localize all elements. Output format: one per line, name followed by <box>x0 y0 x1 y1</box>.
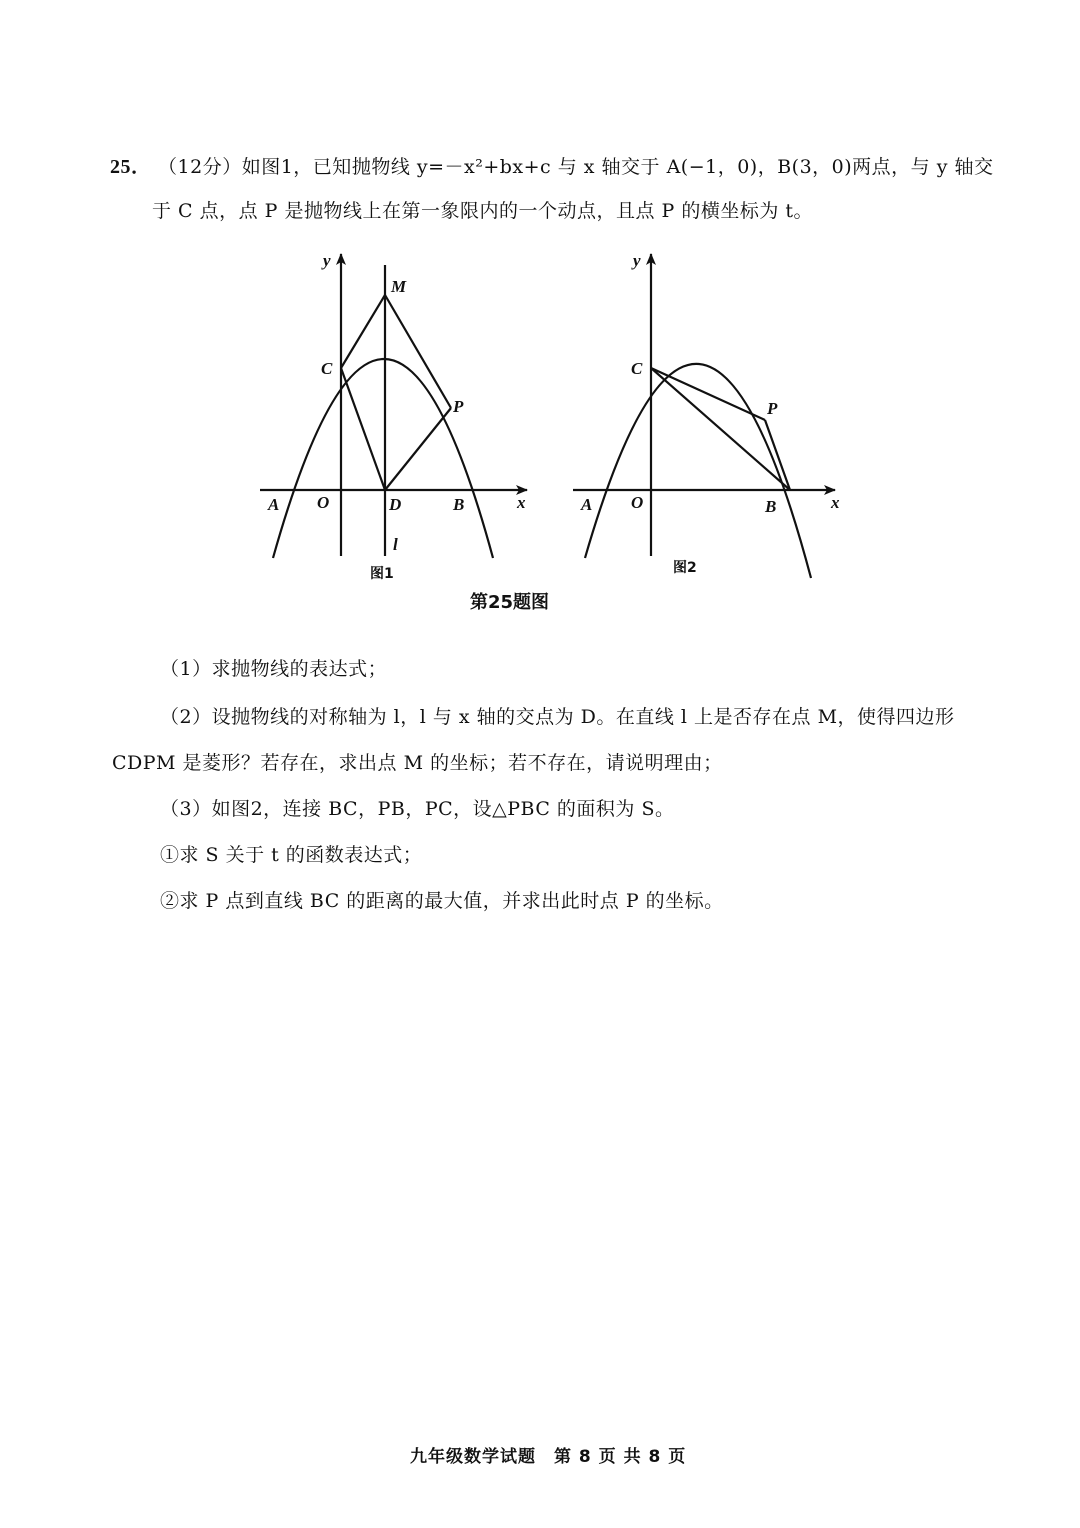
fig2-parabola <box>585 364 811 578</box>
fig2-label-P: P <box>767 399 778 418</box>
page-footer: 九年级数学试题 第 8 页 共 8 页 <box>410 1447 687 1467</box>
fig1-labels <box>267 251 526 582</box>
fig1-label-l: l <box>393 535 398 554</box>
fig2-label-C: C <box>631 359 643 378</box>
fig2-labels <box>580 251 840 576</box>
fig1-label-x: x <box>517 493 526 512</box>
fig1-label-A: A <box>268 495 280 514</box>
fig1-label-D: D <box>389 495 402 514</box>
fig2-label-y: y <box>633 251 641 270</box>
fig1-label-C: C <box>321 359 333 378</box>
fig1-segment-MP <box>385 295 451 408</box>
fig1-label-M: M <box>391 277 407 296</box>
fig1-label-y: y <box>323 251 331 270</box>
problem-text-line2: 于 C 点，点 P 是抛物线上在第一象限内的一个动点，且点 P 的横坐标为 t。 <box>152 200 814 222</box>
figure-2 <box>573 254 835 578</box>
problem-header <box>110 150 994 179</box>
fig1-segment-PD <box>385 408 451 490</box>
question-3-part1: ①求 S 关于 t 的函数表达式； <box>160 844 423 866</box>
fig2-label-A: A <box>581 495 593 514</box>
question-3: （3）如图2，连接 BC，PB，PC，设△PBC 的面积为 S。 <box>160 798 675 820</box>
fig1-segment-DC <box>341 368 385 490</box>
fig2-label-B: B <box>765 497 777 516</box>
fig1-caption: 图1 <box>370 566 394 582</box>
fig1-segment-CM <box>341 295 385 368</box>
fig2-label-O: O <box>631 493 644 512</box>
fig2-caption: 图2 <box>673 560 697 576</box>
fig2-segment-CP <box>651 368 765 420</box>
fig1-label-B: B <box>453 495 465 514</box>
figure-svg <box>255 240 855 590</box>
fig1-parabola <box>273 359 493 558</box>
question-3-part2: ②求 P 点到直线 BC 的距离的最大值，并求出此时点 P 的坐标。 <box>160 890 724 912</box>
question-2-line2: CDPM 是菱形？若存在，求出点 M 的坐标；若不存在，请说明理由； <box>112 752 723 774</box>
figure-panel <box>255 240 855 590</box>
fig2-label-x: x <box>831 493 840 512</box>
fig1-label-O: O <box>317 493 330 512</box>
question-2-line1: （2）设抛物线的对称轴为 l，l 与 x 轴的交点为 D。在直线 l 上是否存在点 M，使得四边形 <box>160 706 955 728</box>
problem-text-line1: （12分）如图1，已知抛物线 y=－x²+bx+c 与 x 轴交于 A(−1，0)，B(3，0)两点，与 y 轴交 <box>158 156 994 178</box>
figure-caption: 第25题图 <box>470 592 550 613</box>
question-1: （1）求抛物线的表达式； <box>160 658 388 680</box>
problem-number: 25． <box>110 156 152 178</box>
fig1-label-P: P <box>453 397 464 416</box>
